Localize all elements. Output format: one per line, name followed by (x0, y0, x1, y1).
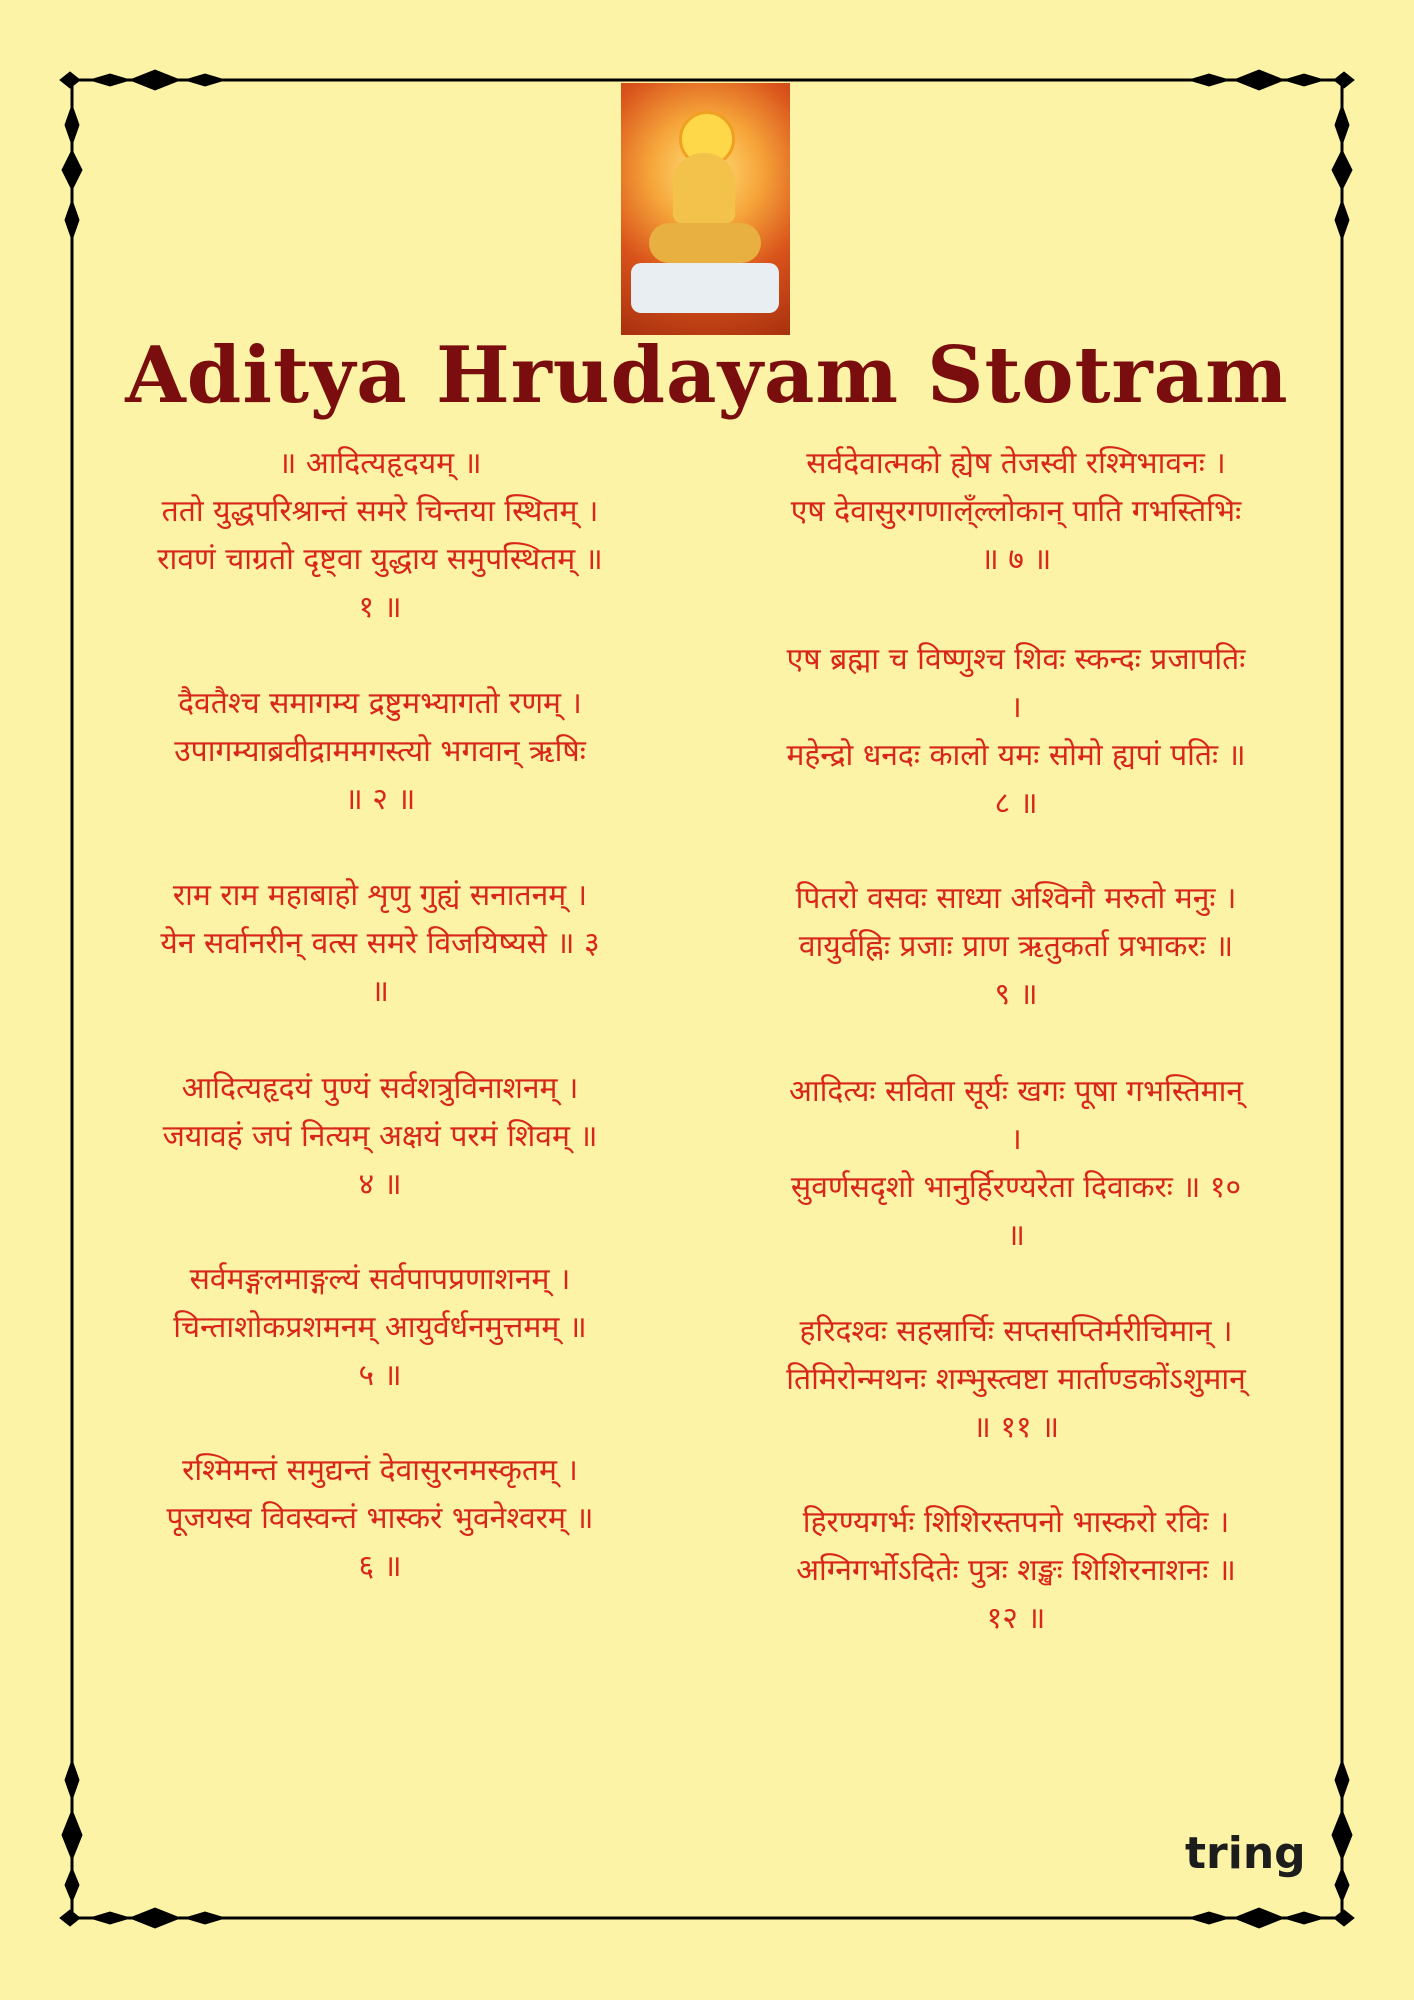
verse-line: येन सर्वानरीन् वत्स समरे विजयिष्यसे ॥ ३ (160, 926, 600, 961)
verse-line: ॥ आदित्यहृदयम् ॥ (278, 446, 482, 481)
verse-block (70, 1447, 690, 1591)
verse-line: पितरो वसवः साध्या अश्विनौ मरुतो मनुः । (795, 881, 1237, 916)
verse-line: ॥ ११ ॥ (972, 1410, 1060, 1445)
verse-line: । (1010, 1122, 1022, 1157)
deity-figure (673, 153, 735, 223)
verse-line: ६ ॥ (358, 1549, 402, 1584)
verse-line: रश्मिमन्तं समुद्यन्तं देवासुरनमस्कृतम् । (182, 1453, 578, 1488)
verse-block (70, 1065, 690, 1209)
verse-block (706, 1068, 1326, 1260)
verse-block (706, 1308, 1326, 1452)
verse-block (706, 1499, 1326, 1643)
verse-block (70, 872, 690, 1016)
page-title: Aditya Hrudayam Stotram (125, 330, 1289, 421)
verse-line: वायुर्वह्निः प्रजाः प्राण ऋतुकर्ता प्रभाकरः ॥ (798, 929, 1234, 964)
horses (631, 263, 779, 313)
verse-line: राम राम महाबाहो शृणु गुह्यं सनातनम् । (172, 878, 588, 913)
tring-logo: tring (1185, 1828, 1306, 1879)
verse-line: अग्निगर्भोऽदितेः पुत्रः शङ्खः शिशिरनाशनः ॥ (796, 1553, 1236, 1588)
verse-block (70, 440, 690, 632)
verse-line: पूजयस्व विवस्वन्तं भास्करं भुवनेश्वरम् ॥ (166, 1501, 594, 1536)
chariot (649, 223, 761, 263)
verse-line: ॥ (1007, 1218, 1025, 1253)
verse-line: सुवर्णसदृशो भानुर्हिरण्यरेता दिवाकरः ॥ १० (790, 1170, 1242, 1205)
verse-line: एष ब्रह्मा च विष्णुश्च शिवः स्कन्दः प्रजापतिः (786, 642, 1246, 677)
verse-line: ९ ॥ (994, 977, 1038, 1012)
verse-line: ॥ (371, 974, 389, 1009)
verse-line: आदित्यहृदयं पुण्यं सर्वशत्रुविनाशनम् । (181, 1071, 579, 1106)
verse-line: हरिदश्वः सहस्रार्चिः सप्तसप्तिर्मरीचिमान् । (799, 1314, 1233, 1349)
verse-line: चिन्ताशोकप्रशमनम् आयुर्वर्धनमुत्तमम् ॥ (173, 1310, 587, 1345)
verse-block (70, 1256, 690, 1400)
verse-line: हिरण्यगर्भः शिशिरस्तपनो भास्करो रविः । (802, 1505, 1230, 1540)
verse-line: ॥ २ ॥ (344, 782, 416, 817)
verse-line: ८ ॥ (994, 786, 1038, 821)
verse-block (70, 680, 690, 824)
verse-line: ४ ॥ (358, 1167, 402, 1202)
verse-line: सर्वदेवात्मको ह्येष तेजस्वी रश्मिभावनः । (806, 446, 1226, 481)
verse-line: १२ ॥ (986, 1601, 1046, 1636)
verse-line: सर्वमङ्गलमाङ्गल्यं सर्वपापप्रणाशनम् । (189, 1262, 571, 1297)
verse-line: आदित्यः सविता सूर्यः खगः पूषा गभस्तिमान् (788, 1074, 1244, 1109)
verse-line: तिमिरोन्मथनः शम्भुस्त्वष्टा मार्ताण्डकोंऽशुमान् (786, 1362, 1246, 1397)
verse-block (706, 875, 1326, 1019)
surya-deity-image (621, 83, 790, 335)
verse-line: महेन्द्रो धनदः कालो यमः सोमो ह्यपां पतिः ॥ (786, 738, 1246, 773)
verse-block (706, 636, 1326, 828)
verse-line: । (1010, 690, 1022, 725)
verse-line: ॥ ७ ॥ (980, 542, 1052, 577)
verse-line: दैवतैश्च समागम्य द्रष्टुमभ्यागतो रणम् । (178, 686, 582, 721)
verse-line: ततो युद्धपरिश्रान्तं समरे चिन्तया स्थितम् । (161, 494, 599, 529)
verse-line: एष देवासुरगणाल्ँल्लोकान् पाति गभस्तिभिः (790, 494, 1242, 529)
verse-line: रावणं चाग्रतो दृष्ट्वा युद्धाय समुपस्थितम् ॥ (157, 542, 603, 577)
verse-line: जयावहं जपं नित्यम् अक्षयं परमं शिवम् ॥ (162, 1119, 598, 1154)
verse-block (706, 440, 1326, 584)
verse-line: ५ ॥ (358, 1358, 402, 1393)
verse-line: १ ॥ (358, 590, 402, 625)
verse-line: उपागम्याब्रवीद्राममगस्त्यो भगवान् ऋषिः (174, 734, 586, 769)
